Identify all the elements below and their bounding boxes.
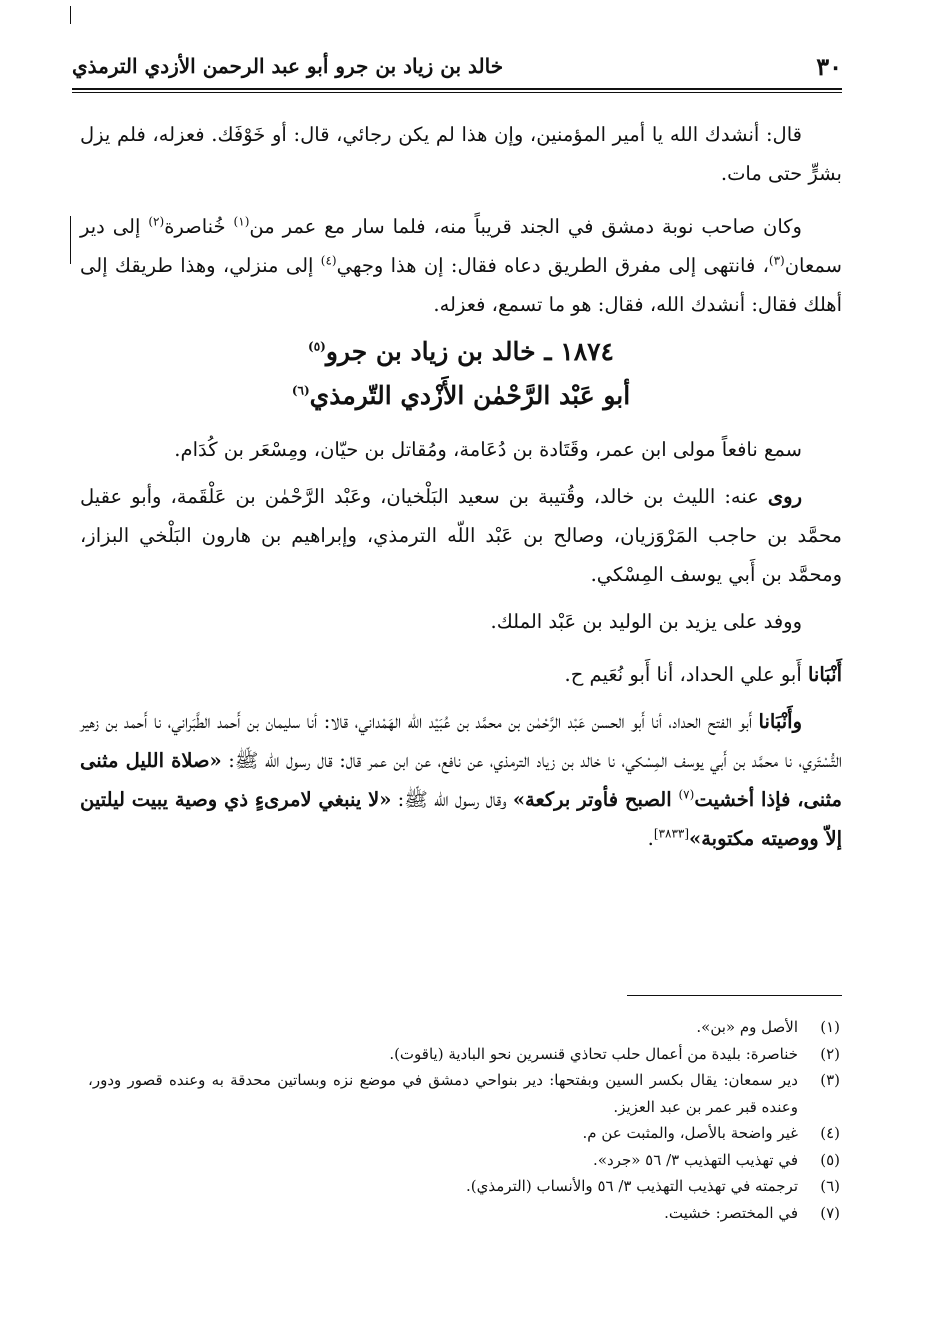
margin-scan-mark-top <box>70 6 71 24</box>
footnote-text: دير سمعان: يقال بكسر السين وبفتحها: دير بنواحي دمشق في موضع نزه وبساتين محدقة به وعنده قصور ودور، وعنده قبر عمر بن عبد العزيز. <box>88 1071 798 1116</box>
footnotes <box>88 1014 840 1226</box>
paragraph-2-text-c: إلى دير سمعان <box>80 215 842 277</box>
footnote-ref-7: (٧) <box>678 787 695 802</box>
main-text <box>80 115 842 858</box>
footnote-ref-3: (٣) <box>768 253 785 268</box>
paragraph-6-text: أَبو علي الحداد، أنا أَبو نُعَيم ح. <box>564 663 808 686</box>
footnote <box>88 1041 840 1068</box>
footnote-number: (٥) <box>820 1150 840 1169</box>
footnote <box>88 1147 840 1174</box>
footnote <box>88 1067 840 1120</box>
footnote-number: (٤) <box>820 1124 840 1142</box>
entry-title-line-1 <box>80 330 842 374</box>
paragraph-2 <box>80 207 842 324</box>
footnote-text: غير واضحة بالأصل، والمثبت عن م. <box>582 1124 798 1142</box>
entry-title-line-2 <box>80 374 842 418</box>
footnote <box>88 1014 840 1041</box>
footnote-ref-4: (٤) <box>320 253 337 268</box>
footnote-ref-2: (٢) <box>148 214 165 229</box>
header-rule <box>72 88 842 90</box>
paragraph-7-text-b: وقال رسول اللّه ﷺ: <box>391 788 513 811</box>
footnote <box>88 1200 840 1227</box>
footnote <box>88 1173 840 1200</box>
footnote-text: خناصرة: بليدة من أعمال حلب تحاذي قنسرين نحو البادية (ياقوت). <box>389 1044 798 1063</box>
entry-title-text-1: ١٨٧٤ ـ خالد بن زياد بن جرو <box>325 337 614 366</box>
footnote-ref-5: (٥) <box>308 339 326 354</box>
running-title: خالد بن زياد بن جرو أبو عبد الرحمن الأزدي الترمذي <box>72 54 504 78</box>
footnote-number: (٢) <box>820 1044 840 1063</box>
footnote-number: (٦) <box>820 1177 840 1195</box>
paragraph-4-text: عنه: الليث بن خالد، وقُتيبة بن سعيد البَلْخيان، وعَبْد الرَّحْمٰن بن عَلْقَمة، وأبو عقيل محمَّد بن حاجب المَرْوَزيان، وصالح بن عَبْد اللّه الترمذي، وإبراهيم بن هارون البَلْخي البزاز، ومحمَّد بن أَبي يوسف المِسْكي. <box>80 485 842 586</box>
paragraph-4 <box>80 477 842 594</box>
paragraph-3: سمع نافعاً مولى ابن عمر، وقَتَادة بن دُعَامة، ومُقاتل بن حيّان، ومِسْعَر بن كُدَام. <box>174 438 802 461</box>
paragraph-2-text-d: ، فانتهى إلى مفرق الطريق دعاه فقال: إن هذا وجهي <box>336 254 769 277</box>
page-number: ٣٠ <box>816 52 842 81</box>
paragraph-2-text-b: خُناصرة <box>164 215 234 238</box>
paragraph-5: ووفد على يزيد بن الوليد بن عَبْد الملك. <box>490 610 802 633</box>
paragraph-7 <box>80 702 842 858</box>
paragraph-1: قال: أنشدك الله يا أمير المؤمنين، وإن هذا لم يكن رجائي، قال: أو خَوْفَك. فعزله، فلم يزل بشرٍّ حتى مات. <box>80 123 842 185</box>
margin-scan-mark <box>70 216 71 264</box>
footnote-number: (٣) <box>820 1071 840 1089</box>
footnote <box>88 1120 840 1147</box>
footnote-number: (١) <box>820 1018 840 1036</box>
paragraph-7-text-a: أَبو الفتح الحداد، أنا أَبو الحسن عَبْد الرَّحْمٰن بن محمَّد بن عُبَيْد اللّه الهَمْداني، قالا: أنا سليمان بن أَحمد الطَّبَراني، نا أَحمد بن زهير التُّسْتَري، نا محمَّد بن أَبي يوسف المِسْكي، نا خالد بن زياد الترمذي، عن نافع، عن ابن عمر قال: قال رسول اللّه ﷺ: <box>80 710 843 772</box>
footnote-separator <box>627 995 842 996</box>
paragraph-2-text-e: إلى منزلي، وهذا طريقك إلى أهلك فقال: أنشدك الله، فقال: هو ما تسمع، فعزله. <box>80 254 842 316</box>
footnote-ref-6: (٦) <box>291 383 310 398</box>
footnote-text: ترجمته في تهذيب التهذيب ٣/ ٥٦ والأنساب (الترمذي). <box>466 1177 798 1195</box>
footnote-text: في المختصر: خشيت. <box>664 1203 798 1222</box>
footnote-ref-1: (١) <box>233 214 250 229</box>
entry-title-text-2: أبو عَبْد الرَّحْمٰن الأَزْدي التّرمذي <box>309 381 631 410</box>
header-rule-thin <box>72 92 842 93</box>
footnote-text: في تهذيب التهذيب ٣/ ٥٦ «جرد». <box>593 1150 798 1169</box>
page-header <box>72 52 842 92</box>
lead-word-rawa: روى <box>767 485 802 508</box>
hadith-1-part-b: الصبح فأوتر بركعة» <box>512 788 679 811</box>
hadith-2: «لا ينبغي لامرىءٍ ذي وصية يبيت ليلتين إلاّ ووصيته مكتوبة» <box>80 788 842 850</box>
paragraph-6 <box>80 655 842 694</box>
hadith-1-part-a: «صلاة الليل مثنى مثنى، فإذا أخشيت <box>80 749 843 811</box>
reference-number: [٣٨٣٣] <box>653 826 690 841</box>
lead-word-wa-anbana: وأَنْبَانا <box>758 710 802 733</box>
footnote-number: (٧) <box>820 1203 840 1222</box>
paragraph-7-end: . <box>647 827 654 850</box>
paragraph-2-text-a: وكان صاحب نوبة دمشق في الجند قريباً منه، فلما سار مع عمر من <box>249 215 802 238</box>
lead-word-anbana: أَنْبَانا <box>807 663 842 686</box>
footnote-text: الأصل وم «بن». <box>696 1018 798 1036</box>
entry-title <box>80 330 842 418</box>
